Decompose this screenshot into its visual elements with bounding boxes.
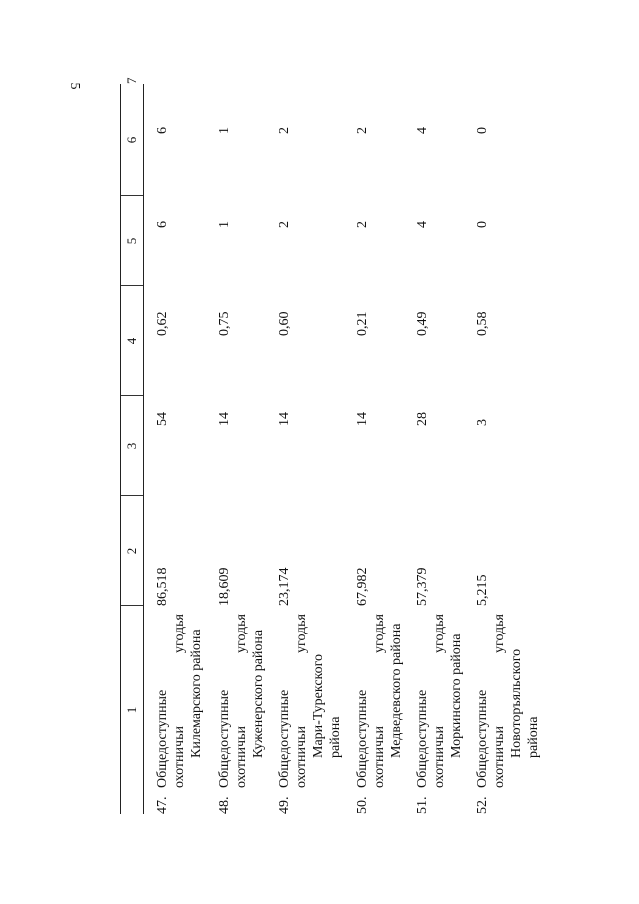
name-line: Общедоступные: [155, 689, 170, 788]
header-cell-6: 6: [124, 136, 139, 144]
cell-count: 14: [355, 412, 370, 426]
header-cell-2: 2: [124, 547, 139, 555]
name-line: Куженерского района: [251, 629, 266, 758]
row-number: 52.: [475, 796, 490, 814]
cell-name: [154, 614, 205, 814]
cell-density: 0,75: [217, 311, 232, 336]
name-line-justified: охотничьи угодья: [294, 614, 309, 788]
cell-col6: 6: [155, 221, 170, 228]
page-number: 5: [67, 82, 82, 90]
cell-density: 0,21: [355, 311, 370, 336]
name-line: Новоторъяльского: [509, 648, 524, 758]
cell-area: 18,609: [217, 567, 232, 606]
row-number: 47.: [155, 796, 170, 814]
cell-col6: 2: [355, 221, 370, 228]
cell-name: [216, 614, 267, 814]
cell-area: 5,215: [475, 574, 490, 606]
cell-name: [414, 614, 465, 814]
cell-name: [354, 614, 405, 814]
header-divider: [121, 285, 143, 286]
name-line: Общедоступные: [277, 689, 292, 788]
cell-col6: 1: [217, 221, 232, 228]
header-divider: [121, 395, 143, 396]
name-line: Общедоступные: [415, 689, 430, 788]
name-line-justified: охотничьи угодья: [234, 614, 249, 788]
data-table: [120, 77, 541, 814]
row-number: 50.: [355, 796, 370, 814]
header-divider: [121, 495, 143, 496]
header-cell-1: 1: [124, 706, 139, 714]
name-line: Общедоступные: [217, 689, 232, 788]
cell-density: 0,58: [475, 311, 490, 336]
name-line: Килемарского района: [189, 629, 204, 758]
row-number: 49.: [277, 796, 292, 814]
rotated-table-wrapper: [120, 77, 541, 814]
name-line: Моркинского района: [449, 633, 464, 758]
cell-col6: 2: [277, 221, 292, 228]
table-header-row: [120, 77, 144, 814]
cell-col7: 2: [355, 127, 370, 134]
cell-density: 0,62: [155, 311, 170, 336]
row-number: 51.: [415, 796, 430, 814]
cell-col7: 1: [217, 127, 232, 134]
name-line: Медведевского района: [389, 623, 404, 758]
cell-count: 14: [217, 412, 232, 426]
cell-area: 57,379: [415, 567, 430, 606]
header-divider: [121, 195, 143, 196]
name-line: Мари-Турекского: [311, 653, 326, 758]
name-line: Общедоступные: [355, 689, 370, 788]
cell-col7: 4: [415, 127, 430, 134]
name-line: района: [526, 716, 541, 758]
cell-area: 23,174: [277, 567, 292, 606]
header-cell-4: 4: [124, 337, 139, 345]
name-line: района: [328, 716, 343, 758]
header-cell-7: 7: [124, 77, 139, 84]
name-line-justified: охотничьи угодья: [432, 614, 447, 788]
cell-col6: 0: [475, 221, 490, 228]
cell-col7: 2: [277, 127, 292, 134]
cell-count: 54: [155, 412, 170, 426]
cell-name: [474, 614, 542, 814]
cell-density: 0,60: [277, 311, 292, 336]
header-cell-3: 3: [124, 442, 139, 450]
row-number: 48.: [217, 796, 232, 814]
cell-density: 0,49: [415, 311, 430, 336]
cell-col7: 6: [155, 127, 170, 134]
cell-area: 86,518: [155, 567, 170, 606]
cell-col7: 0: [475, 127, 490, 134]
name-line-justified: охотничьи угодья: [372, 614, 387, 788]
name-line-justified: охотничьи угодья: [172, 614, 187, 788]
cell-count: 3: [475, 419, 490, 426]
cell-name: [276, 614, 344, 814]
cell-col6: 4: [415, 221, 430, 228]
cell-count: 28: [415, 412, 430, 426]
cell-area: 67,982: [355, 567, 370, 606]
cell-count: 14: [277, 412, 292, 426]
name-line: Общедоступные: [475, 689, 490, 788]
header-cell-5: 5: [124, 237, 139, 245]
name-line-justified: охотничьи угодья: [492, 614, 507, 788]
header-divider: [121, 605, 143, 606]
